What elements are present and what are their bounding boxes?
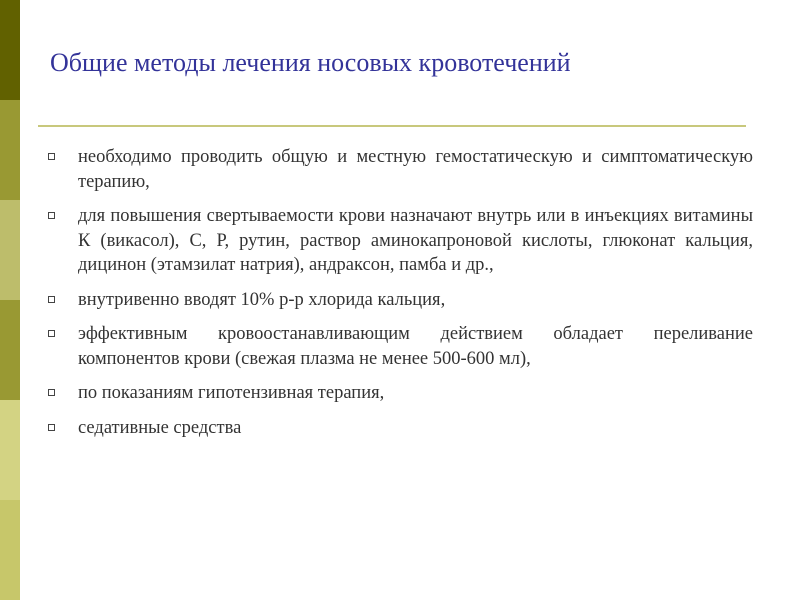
title-divider xyxy=(38,125,746,127)
hollow-square-bullet-icon xyxy=(48,296,55,303)
side-band-segment xyxy=(0,300,20,400)
bullet-text: внутривенно вводят 10% р-р хлорида кальция, xyxy=(78,289,446,310)
bullet-item xyxy=(48,322,753,371)
slide-title: Общие методы лечения носовых кровотечений xyxy=(50,48,571,77)
bullet-item xyxy=(48,145,753,194)
bullet-list xyxy=(48,145,753,450)
bullet-text: по показаниям гипотензивная терапия, xyxy=(78,383,385,403)
bullet-item xyxy=(48,381,753,406)
bullet-item xyxy=(48,288,753,313)
side-band-segment xyxy=(0,0,20,100)
bullet-text: седативные средства xyxy=(78,417,242,438)
hollow-square-bullet-icon xyxy=(48,153,55,160)
bullet-text: необходимо проводить общую и местную гемостатическую и симптоматическую терапию, xyxy=(78,147,753,192)
side-color-band xyxy=(0,0,20,600)
hollow-square-bullet-icon xyxy=(48,389,55,396)
bullet-text: для повышения свертываемости крови назначают внутрь или в инъекциях витамины К (викасол), С, Р, рутин, раствор аминокапроновой кислоты, глюконат кальция, дицинон (этамзилат натрия), андраксон, памба и др., xyxy=(78,206,753,275)
hollow-square-bullet-icon xyxy=(48,424,55,431)
side-band-segment xyxy=(0,100,20,200)
bullet-item xyxy=(48,416,753,441)
side-band-segment xyxy=(0,500,20,600)
hollow-square-bullet-icon xyxy=(48,212,55,219)
side-band-segment xyxy=(0,400,20,500)
bullet-item xyxy=(48,204,753,278)
side-band-segment xyxy=(0,200,20,300)
bullet-text: эффективным кровоостанавливающим действием обладает переливание компонентов крови (свежая плазма не менее 500-600 мл), xyxy=(78,324,753,369)
hollow-square-bullet-icon xyxy=(48,330,55,337)
